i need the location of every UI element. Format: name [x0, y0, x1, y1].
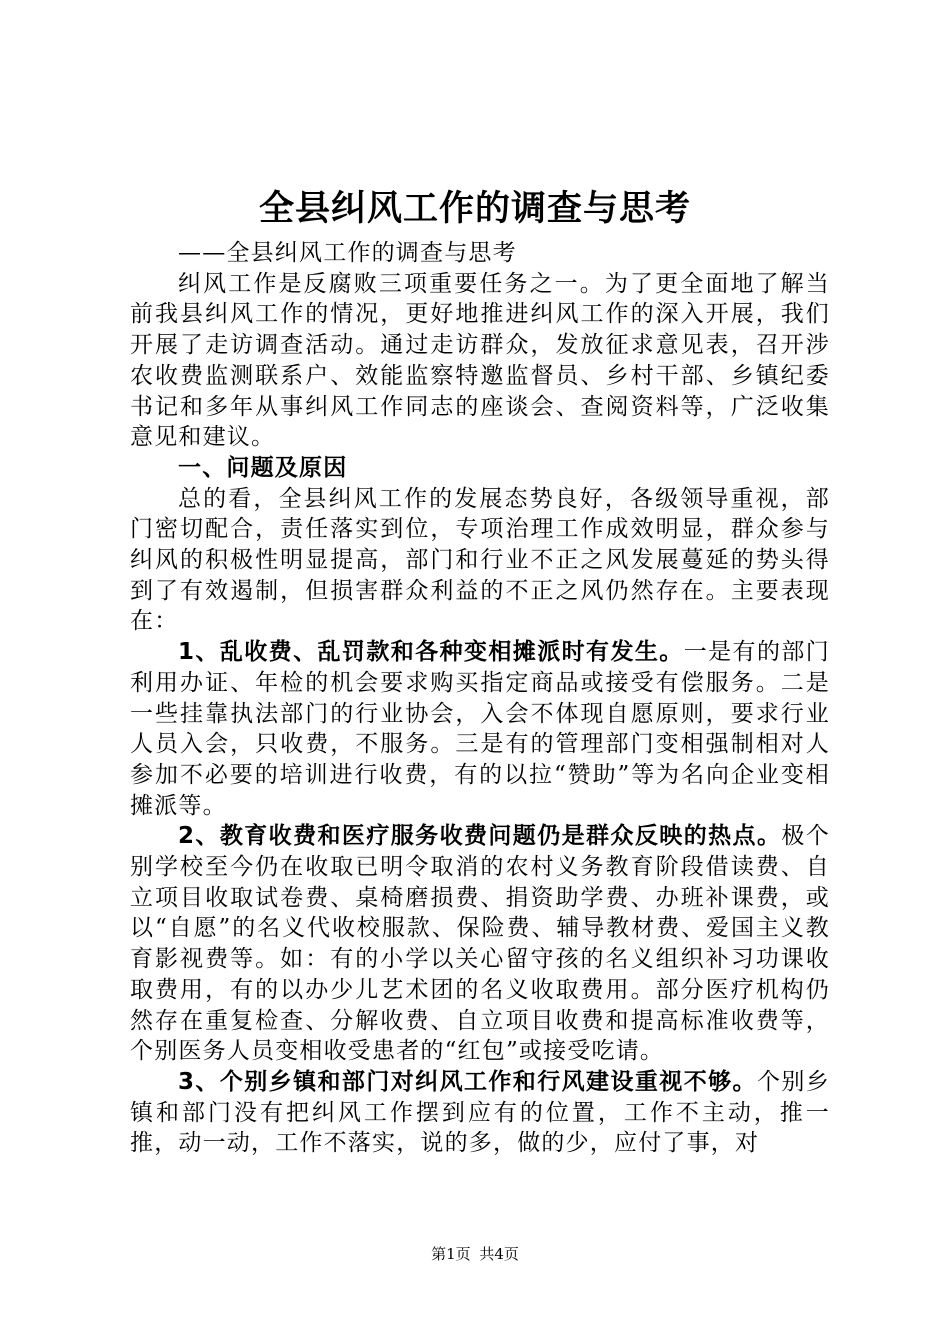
item-2-paragraph	[130, 821, 830, 1067]
summary-paragraph: 总的看，全县纠风工作的发展态势良好，各级领导重视，部门密切配合，责任落实到位，专项治理工作成效明显，群众参与纠风的积极性明显提高，部门和行业不正之风发展蔓延的势头得到了有效遏制，但损害群众利益的不正之风仍然存在。主要表现在：	[130, 485, 830, 635]
item-2-lead: 2、教育收费和医疗服务收费问题仍是群众反映的热点。	[178, 823, 782, 850]
document-subtitle: ——全县纠风工作的调查与思考	[178, 240, 517, 266]
document-body	[130, 238, 830, 1159]
item-2-text: 极个别学校至今仍在收取已明令取消的农村义务教育阶段借读费、自立项目收取试卷费、桌椅磨损费、捐资助学费、办班补课费，或以“自愿”的名义代收校服款、保险费、辅导教材费、爱国主义教育影视费等。如：有的小学以关心留守孩的名义组织补习功课收取费用，有的以办少儿艺术团的名义收取费用。部分医疗机构仍然存在重复检查、分解收费、自立项目收费和提高标准收费等，个别医务人员变相收受患者的“红包”或接受吃请。	[130, 823, 830, 1065]
item-1-paragraph	[130, 637, 830, 821]
item-1-lead: 1、乱收费、乱罚款和各种变相摊派时有发生。	[178, 639, 684, 666]
page-total: 共4页	[479, 1245, 519, 1263]
item-3-paragraph	[130, 1067, 830, 1159]
page-number: 第1页	[431, 1245, 471, 1263]
page-footer	[0, 1244, 950, 1264]
item-3-text: 个别乡镇和部门没有把纠风工作摆到应有的位置，工作不主动，推一推，动一动，工作不落实，说的多，做的少，应付了事，对	[130, 1068, 830, 1157]
item-3-lead: 3、个别乡镇和部门对纠风工作和行风建设重视不够。	[178, 1068, 757, 1095]
section-heading: 一、问题及原因	[178, 454, 348, 481]
document-title: 全县纠风工作的调查与思考	[258, 189, 691, 229]
intro-paragraph: 纠风工作是反腐败三项重要任务之一。为了更全面地了解当前我县纠风工作的情况，更好地推进纠风工作的深入开展，我们开展了走访调查活动。通过走访群众，发放征求意见表，召开涉农收费监测联系户、效能监察特邀监督员、乡村干部、乡镇纪委书记和多年从事纠风工作同志的座谈会、查阅资料等，广泛收集意见和建议。	[130, 270, 830, 451]
item-1-text: 一是有的部门利用办证、年检的机会要求购买指定商品或接受有偿服务。二是一些挂靠执法部门的行业协会，入会不体现自愿原则，要求行业人员入会，只收费，不服务。三是有的管理部门变相强制相对人参加不必要的培训进行收费，有的以拉“赞助”等为名向企业变相摊派等。	[130, 639, 830, 819]
